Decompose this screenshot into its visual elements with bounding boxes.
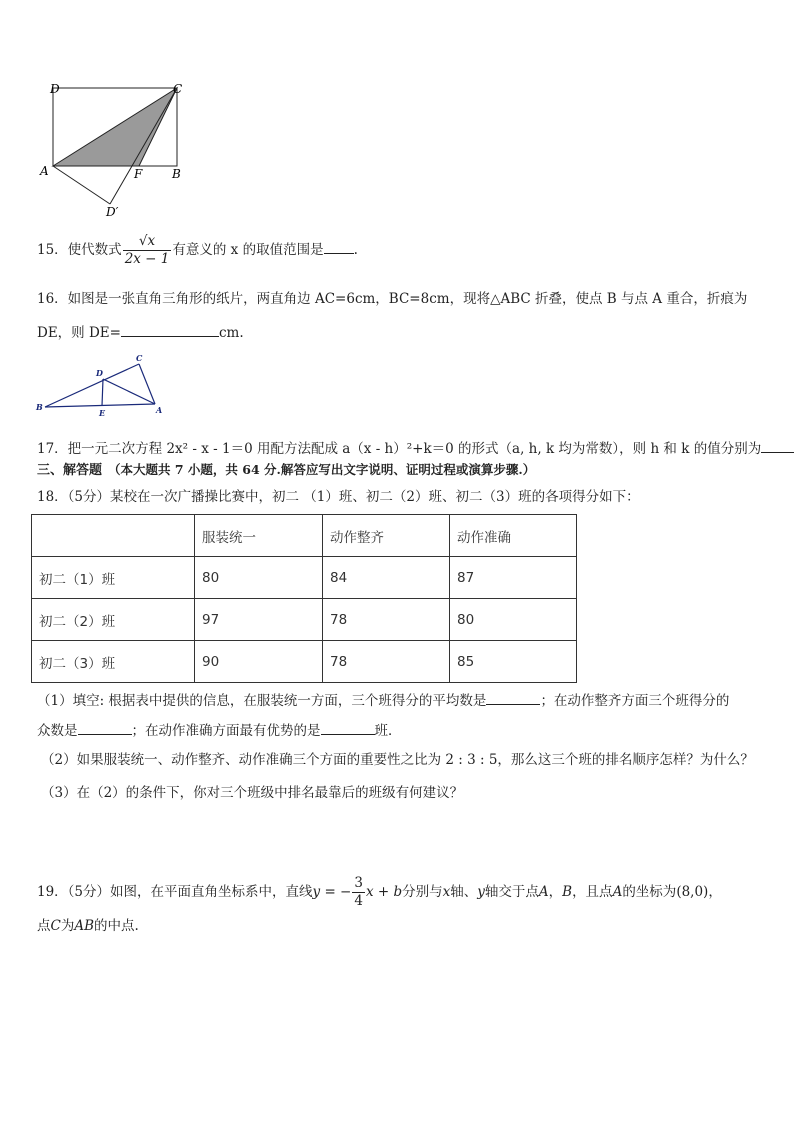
table-cell: 84 bbox=[323, 557, 450, 599]
q18-p1-c: 众数是 bbox=[37, 723, 78, 739]
table-header-cell: 服装统一 bbox=[195, 515, 323, 557]
q19-b: 分别与 bbox=[402, 883, 443, 900]
q19-a: 19．（5分）如图，在平面直角坐标系中，直线 bbox=[37, 883, 313, 900]
q15-frac-numerator: √x bbox=[123, 234, 172, 251]
table-cell: 87 bbox=[450, 557, 577, 599]
section-3-title: 三、解答题 bbox=[37, 463, 103, 478]
q15-frac-denominator: 2x − 1 bbox=[124, 250, 170, 267]
table-cell: 90 bbox=[195, 641, 323, 683]
table-row bbox=[32, 557, 577, 599]
q18-part3: （3）在（2）的条件下，你对三个班级中排名最靠后的班级有何建议？ bbox=[41, 785, 464, 801]
q18-blank-mode[interactable] bbox=[78, 722, 132, 735]
question-16-line2 bbox=[37, 324, 244, 341]
q15-answer-blank[interactable] bbox=[324, 241, 354, 254]
q19-j: ，且点 bbox=[572, 883, 613, 900]
segment-de bbox=[102, 379, 103, 406]
table-header-cell: 动作准确 bbox=[450, 515, 577, 557]
table-cell: 78 bbox=[323, 641, 450, 683]
q18-blank-best-class[interactable] bbox=[321, 722, 375, 735]
segment-da bbox=[103, 379, 155, 404]
table-row bbox=[32, 599, 577, 641]
q19-c: x bbox=[442, 883, 451, 900]
q16-line2-prefix: DE，则 DE= bbox=[37, 325, 121, 341]
q19-line2-e: 的中点. bbox=[94, 918, 139, 934]
label-d: D bbox=[50, 82, 60, 96]
q19-eq-post: x + b bbox=[365, 883, 403, 900]
q19-line2-a: 点 bbox=[37, 918, 51, 934]
q19-frac-num: 3 bbox=[354, 875, 363, 891]
q19-n: ， bbox=[708, 883, 722, 900]
q19-e: y bbox=[477, 883, 485, 900]
q19-k: A bbox=[612, 883, 623, 900]
q19-g: A bbox=[538, 883, 549, 900]
label-c2: C bbox=[136, 353, 143, 363]
table-header-row bbox=[32, 515, 577, 557]
table-row bbox=[32, 641, 577, 683]
segment-bc bbox=[45, 364, 139, 407]
q19-f: 轴交于点 bbox=[484, 883, 539, 900]
q19-m: (8,0) bbox=[676, 883, 709, 900]
section-3-note: （本大题共 7 小题，共 64 分.解答应写出文字说明、证明过程或演算步骤.） bbox=[108, 462, 536, 477]
q15-end: . bbox=[353, 241, 358, 258]
segment-ad-prime bbox=[53, 166, 110, 204]
q18-part1-line1 bbox=[37, 692, 729, 709]
q16-answer-blank[interactable] bbox=[121, 324, 219, 337]
question-19-line2 bbox=[37, 920, 139, 934]
table-header-cell bbox=[32, 515, 195, 557]
q19-h: ， bbox=[548, 883, 563, 900]
q18-p1-a: （1）填空: 根据表中提供的信息，在服装统一方面，三个班得分的平均数是 bbox=[37, 693, 487, 709]
table-header-cell: 动作整齐 bbox=[323, 515, 450, 557]
question-17 bbox=[37, 440, 794, 457]
q18-part2: （2）如果服装统一、动作整齐、动作准确三个方面的重要性之比为 2 : 3 : 5，那么这三个班的排名顺序怎样？为什么？ bbox=[41, 752, 754, 768]
q18-p1-e: 班． bbox=[374, 723, 402, 739]
q16-line2-suffix: cm. bbox=[218, 325, 244, 341]
q19-line2-d: AB bbox=[74, 918, 95, 934]
label-a: A bbox=[40, 164, 49, 178]
table-cell: 80 bbox=[195, 557, 323, 599]
q18-blank-mean[interactable] bbox=[486, 692, 540, 705]
q17-answer-blank[interactable] bbox=[761, 440, 794, 453]
q19-i: B bbox=[562, 883, 573, 900]
table-cell: 初二（1）班 bbox=[32, 557, 195, 599]
rectangle-fold-figure bbox=[35, 78, 195, 220]
label-b: B bbox=[172, 167, 181, 181]
label-d2: D bbox=[96, 368, 103, 378]
table-cell: 78 bbox=[323, 599, 450, 641]
q19-line2-b: C bbox=[50, 918, 61, 934]
triangle-fold-figure bbox=[33, 352, 173, 420]
table-cell: 初二（3）班 bbox=[32, 641, 195, 683]
section-3-heading bbox=[37, 464, 535, 477]
q17-text: 17．把一元二次方程 2x² - x - 1＝0 用配方法配成 a（x - h）²+k＝0 的形式（a, h, k 均为常数），则 h 和 k 的值分别为 bbox=[37, 441, 762, 457]
q15-fraction bbox=[123, 234, 172, 267]
q19-frac-den: 4 bbox=[354, 892, 363, 909]
q18-part1-line2 bbox=[37, 722, 402, 739]
label-c: C bbox=[173, 82, 183, 96]
q19-eq-pre: y = − bbox=[312, 883, 352, 900]
q19-line2-c: 为 bbox=[60, 918, 75, 934]
question-19-line1 bbox=[37, 876, 722, 909]
label-e2: E bbox=[99, 408, 106, 418]
score-table bbox=[31, 514, 577, 683]
q19-fraction bbox=[352, 876, 365, 909]
question-16-line1: 16．如图是一张直角三角形的纸片，两直角边 AC=6cm，BC=8cm，现将△ABC 折叠，使点 B 与点 A 重合，折痕为 bbox=[37, 291, 748, 307]
question-18-intro: 18．（5分）某校在一次广播操比赛中，初二 （1）班、初二（2）班、初二（3）班的各项得分如下： bbox=[37, 489, 640, 505]
table-cell: 80 bbox=[450, 599, 577, 641]
table-cell: 85 bbox=[450, 641, 577, 683]
q15-prefix: 15．使代数式 bbox=[37, 241, 122, 258]
q19-d: 轴、 bbox=[450, 883, 478, 900]
label-a2: A bbox=[156, 405, 163, 415]
segment-ba bbox=[45, 404, 155, 407]
question-15 bbox=[37, 234, 358, 267]
q18-p1-d: ；在动作准确方面最有优势的是 bbox=[131, 723, 321, 739]
label-f: F bbox=[134, 167, 143, 181]
q15-suffix: 有意义的 x 的取值范围是 bbox=[172, 241, 324, 258]
label-b2: B bbox=[36, 402, 43, 412]
label-d-prime: D′ bbox=[106, 205, 119, 219]
shaded-triangle-acf bbox=[53, 88, 177, 166]
table-cell: 97 bbox=[195, 599, 323, 641]
q19-l: 的坐标为 bbox=[622, 883, 677, 900]
q18-p1-b: ；在动作整齐方面三个班得分的 bbox=[540, 693, 730, 709]
table-cell: 初二（2）班 bbox=[32, 599, 195, 641]
